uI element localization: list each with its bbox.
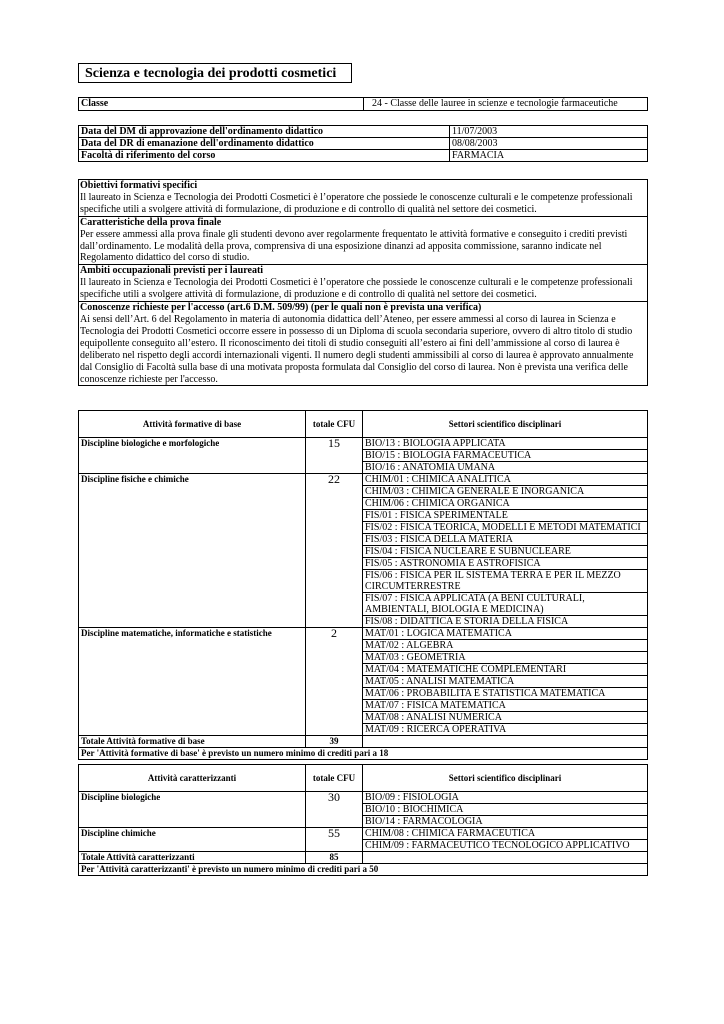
group-name: Discipline fisiche e chimiche — [79, 474, 306, 628]
sector-item: BIO/16 : ANATOMIA UMANA — [363, 462, 648, 474]
facolta-label: Facoltà di riferimento del corso — [79, 150, 450, 162]
sector-item: CHIM/06 : CHIMICA ORGANICA — [363, 498, 648, 510]
section-text: Per essere ammessi alla prova finale gli studenti devono aver regolarmente frequentato le attività formative e conseguito i crediti previsti dall’ordinamento. Le modalità della prova, comprensiva di una esposizione dinanzi ad apposita commissione, saranno indicate nel Regolamento didattico del corso di studio. — [80, 228, 628, 264]
sector-item: BIO/15 : BIOLOGIA FARMACEUTICA — [363, 450, 648, 462]
sector-item: BIO/09 : FISIOLOGIA — [363, 792, 648, 804]
sector-item: MAT/05 : ANALISI MATEMATICA — [363, 676, 648, 688]
sector-item: MAT/02 : ALGEBRA — [363, 640, 648, 652]
header-activity: Attività formative di base — [79, 411, 306, 438]
header-cfu: totale CFU — [306, 765, 363, 792]
total-value: 39 — [306, 736, 363, 748]
sector-item: FIS/06 : FISICA PER IL SISTEMA TERRA E PER IL MEZZO CIRCUMTERRESTRE — [363, 570, 648, 593]
sector-item: FIS/07 : FISICA APPLICATA (A BENI CULTURALI, AMBIENTALI, BIOLOGIA E MEDICINA) — [363, 593, 648, 616]
document-title: Scienza e tecnologia dei prodotti cosmetici — [78, 63, 352, 83]
section-text: Il laureato in Scienza e Tecnologia dei Prodotti Cosmetici è l’operatore che possiede le conoscenze culturali e le competenze professionali specifiche utili a svolgere attività di formulazione, di produzione e di controllo di qualità nel settore dei cosmetici. — [80, 277, 633, 301]
table-row — [79, 628, 648, 640]
facolta-value: FARMACIA — [450, 150, 648, 162]
sector-item: MAT/04 : MATEMATICHE COMPLEMENTARI — [363, 664, 648, 676]
minimum-credits-note: Per 'Attività caratterizzanti' è previsto un numero minimo di crediti pari a 50 — [79, 864, 648, 876]
date-row-facolta — [79, 150, 648, 162]
course-info-box — [78, 179, 648, 386]
group-name: Discipline matematiche, informatiche e statistiche — [79, 628, 306, 736]
sector-item: FIS/08 : DIDATTICA E STORIA DELLA FISICA — [363, 616, 648, 628]
sector-item: CHIM/09 : FARMACEUTICO TECNOLOGICO APPLICATIVO — [363, 840, 648, 852]
group-name: Discipline chimiche — [79, 828, 306, 852]
total-label: Totale Attività caratterizzanti — [79, 852, 306, 864]
sector-item: FIS/04 : FISICA NUCLEARE E SUBNUCLEARE — [363, 546, 648, 558]
header-sectors: Settori scientifico disciplinari — [363, 411, 648, 438]
total-row — [79, 852, 648, 864]
table-header-row — [79, 411, 648, 438]
table-row — [79, 474, 648, 486]
group-cfu: 2 — [306, 628, 363, 736]
header-sectors: Settori scientifico disciplinari — [363, 765, 648, 792]
total-label: Totale Attività formative di base — [79, 736, 306, 748]
info-section-prova-finale — [79, 217, 647, 266]
base-activities-table — [78, 410, 648, 760]
sector-item: MAT/09 : RICERCA OPERATIVA — [363, 724, 648, 736]
group-name: Discipline biologiche — [79, 792, 306, 828]
sector-item: FIS/02 : FISICA TEORICA, MODELLI E METODI MATEMATICI — [363, 522, 648, 534]
date-label: Data del DR di emanazione dell'ordinamento didattico — [79, 138, 450, 150]
info-section-obiettivi — [79, 180, 647, 217]
section-heading: Caratteristiche della prova finale — [80, 216, 222, 228]
group-cfu: 30 — [306, 792, 363, 828]
total-value: 85 — [306, 852, 363, 864]
sector-item: CHIM/03 : CHIMICA GENERALE E INORGANICA — [363, 486, 648, 498]
group-cfu: 15 — [306, 438, 363, 474]
section-heading: Conoscenze richieste per l'accesso (art.6 D.M. 509/99) (per le quali non è prevista una verifica) — [80, 302, 482, 314]
sector-item: FIS/03 : FISICA DELLA MATERIA — [363, 534, 648, 546]
header-cfu: totale CFU — [306, 411, 363, 438]
table-row — [79, 438, 648, 450]
date-label: Data del DM di approvazione dell'ordinamento didattico — [79, 126, 450, 138]
section-heading: Ambiti occupazionali previsti per i laureati — [80, 265, 264, 277]
group-cfu: 55 — [306, 828, 363, 852]
date-value: 11/07/2003 — [450, 126, 648, 138]
header-activity: Attività caratterizzanti — [79, 765, 306, 792]
info-section-ambiti — [79, 265, 647, 302]
sector-item: MAT/08 : ANALISI NUMERICA — [363, 712, 648, 724]
group-cfu: 22 — [306, 474, 363, 628]
date-value: 08/08/2003 — [450, 138, 648, 150]
characterizing-activities-table — [78, 764, 648, 876]
sector-item: BIO/14 : FARMACOLOGIA — [363, 816, 648, 828]
sector-item: FIS/01 : FISICA SPERIMENTALE — [363, 510, 648, 522]
date-row-dr — [79, 138, 648, 150]
sector-item: MAT/06 : PROBABILITA E STATISTICA MATEMATICA — [363, 688, 648, 700]
sector-item: CHIM/01 : CHIMICA ANALITICA — [363, 474, 648, 486]
section-text: Il laureato in Scienza e Tecnologia dei Prodotti Cosmetici è l’operatore che possiede le conoscenze culturali e le competenze professionali specifiche utili a svolgere attività di formulazione, di produzione e di controllo di qualità nel settore dei cosmetici. — [80, 191, 633, 215]
classe-label: Classe — [79, 98, 364, 111]
note-row — [79, 864, 648, 876]
date-row-dm — [79, 126, 648, 138]
group-name: Discipline biologiche e morfologiche — [79, 438, 306, 474]
sector-item: MAT/01 : LOGICA MATEMATICA — [363, 628, 648, 640]
info-section-conoscenze — [79, 302, 647, 385]
table-row — [79, 792, 648, 804]
sector-item: BIO/13 : BIOLOGIA APPLICATA — [363, 438, 648, 450]
table-header-row — [79, 765, 648, 792]
section-text: Ai sensi dell’Art. 6 del Regolamento in materia di autonomia didattica dell’Ateneo, per essere ammessi al corso di laurea in Scienza e Tecnologia dei Prodotti Cosmetici occorre essere in possesso di un Diploma di scuola secondaria superiore, ovvero di altro titolo di studio equipollente conseguito all’estero. Il riconoscimento dei titoli di studio conseguiti all’estero ai fini dell’ammissione al corso di laurea è deliberato nel rispetto degli accordi internazionali vigenti. Il numero degli studenti ammissibili al corso di laurea è approvato annualmente dal Consiglio di Facoltà sulla base di una motivata proposta formulata dal Consiglio del corso di laurea. Non è prevista una verifica delle conoscenze richieste per l'accesso. — [80, 313, 634, 385]
minimum-credits-note: Per 'Attività formative di base' è previsto un numero minimo di crediti pari a 18 — [79, 748, 648, 760]
classe-table — [78, 97, 648, 111]
sector-item: CHIM/08 : CHIMICA FARMACEUTICA — [363, 828, 648, 840]
sector-item: MAT/03 : GEOMETRIA — [363, 652, 648, 664]
total-row — [79, 736, 648, 748]
note-row — [79, 748, 648, 760]
sector-item: MAT/07 : FISICA MATEMATICA — [363, 700, 648, 712]
table-row — [79, 828, 648, 840]
classe-value: 24 - Classe delle lauree in scienze e tecnologie farmaceutiche — [364, 98, 648, 111]
sector-item: BIO/10 : BIOCHIMICA — [363, 804, 648, 816]
dates-table — [78, 125, 648, 162]
sector-item: FIS/05 : ASTRONOMIA E ASTROFISICA — [363, 558, 648, 570]
section-heading: Obiettivi formativi specifici — [80, 180, 198, 191]
